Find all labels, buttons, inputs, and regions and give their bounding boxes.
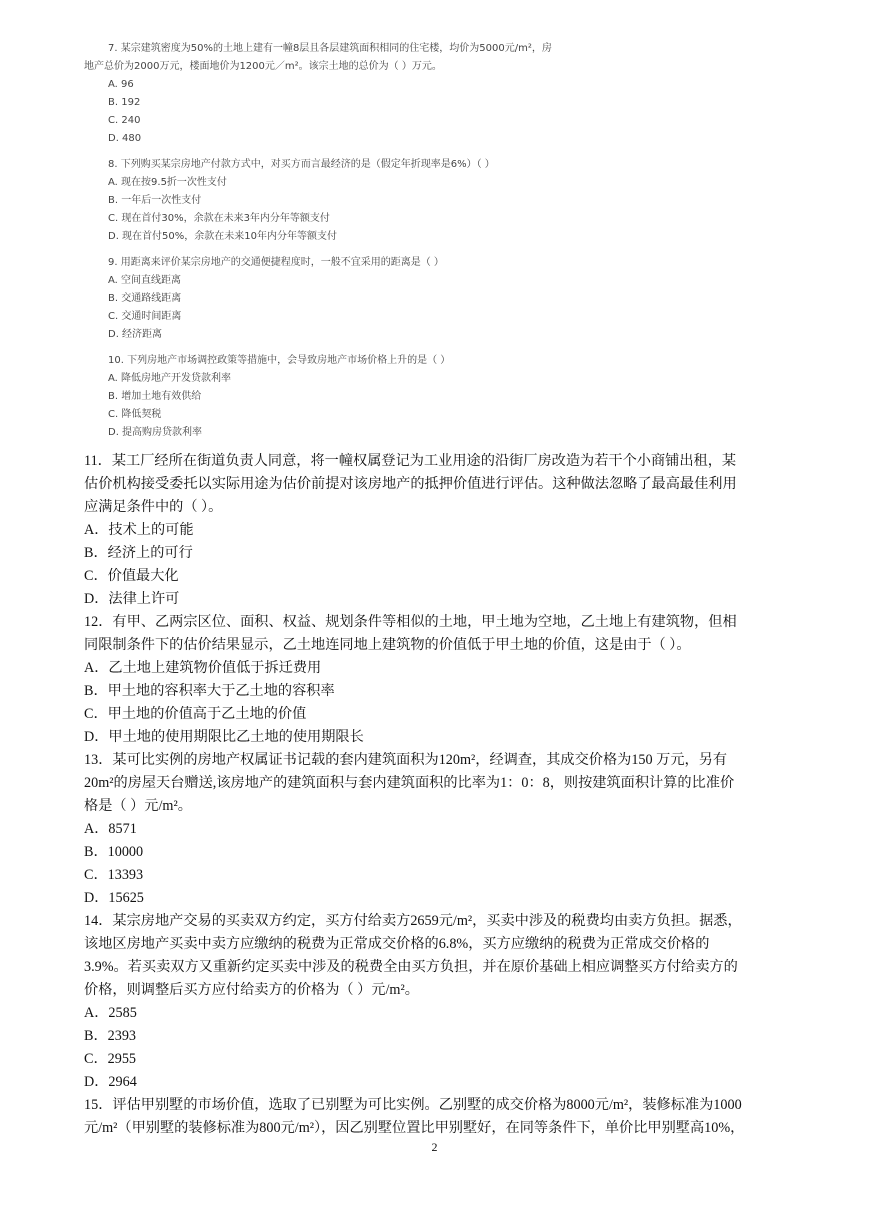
question-stem-line: 7. 某宗建筑密度为50%的土地上建有一幢8层且各层建筑面积相同的住宅楼，均价为5000元/m²，房 xyxy=(108,43,552,54)
option: A．2585 xyxy=(84,1005,137,1021)
scanned-question-block xyxy=(84,40,644,442)
question-stem-line: 15．评估甲别墅的市场价值，选取了已别墅为可比实例。乙别墅的成交价格为8000元/m²，装修标准为1000 xyxy=(84,1097,742,1113)
question-stem-line: 价格，则调整后买方应付给卖方的价格为（ ）元/m²。 xyxy=(84,982,419,998)
question-stem-line: 同限制条件下的估价结果显示，乙土地连同地上建筑物的价值低于甲土地的价值，这是由于（ ）。 xyxy=(84,637,691,653)
option: B. 增加土地有效供给 xyxy=(108,391,202,402)
option: C. 降低契税 xyxy=(108,409,162,420)
option: A．技术上的可能 xyxy=(84,522,194,538)
option: D．2964 xyxy=(84,1074,137,1090)
option: A．8571 xyxy=(84,821,137,837)
option: C．价值最大化 xyxy=(84,568,179,584)
option: D. 现在首付50%，余款在未来10年内分年等额支付 xyxy=(108,231,338,242)
question-stem-line: 10. 下列房地产市场调控政策等措施中，会导致房地产市场价格上升的是（ ） xyxy=(108,355,451,366)
option: B. 一年后一次性支付 xyxy=(108,195,202,206)
question-stem-line: 11．某工厂经所在街道负责人同意，将一幢权属登记为工业用途的沿街厂房改造为若干个小商铺出租，某 xyxy=(84,453,737,469)
option: D．法律上许可 xyxy=(84,591,180,607)
question-stem-line: 9. 用距离来评价某宗房地产的交通便捷程度时，一般不宜采用的距离是（ ） xyxy=(108,257,444,268)
option: A. 降低房地产开发贷款利率 xyxy=(108,373,232,384)
option: B．甲土地的容积率大于乙土地的容积率 xyxy=(84,683,335,699)
question-stem-line: 地产总价为2000万元，楼面地价为1200元／m²。该宗土地的总价为（ ）万元。 xyxy=(84,61,442,72)
question-stem-line: 20m²的房屋天台赠送,该房地产的建筑面积与套内建筑面积的比率为1：0：8，则按建筑面积计算的比准价 xyxy=(84,775,735,791)
option: D．甲土地的使用期限比乙土地的使用期限长 xyxy=(84,729,364,745)
option: B．10000 xyxy=(84,844,144,860)
option: C. 交通时间距离 xyxy=(108,311,182,322)
question-stem-line: 13．某可比实例的房地产权属证书记载的套内建筑面积为120m²，经调查，其成交价格为150 万元，另有 xyxy=(84,752,728,768)
option: C．甲土地的价值高于乙土地的价值 xyxy=(84,706,307,722)
question-stem-line: 8. 下列购买某宗房地产付款方式中，对买方而言最经济的是（假定年折现率是6%）（ ） xyxy=(108,159,495,170)
question-list xyxy=(84,450,788,1140)
page-number: 2 xyxy=(431,1140,438,1154)
question-stem-line: 3.9%。若买卖双方又重新约定买卖中涉及的税费全由买方负担，并在原价基础上相应调整买方付给卖方的 xyxy=(84,959,738,975)
question-stem-line: 该地区房地产买卖中卖方应缴纳的税费为正常成交价格的6.8%，买方应缴纳的税费为正常成交价格的 xyxy=(84,936,710,952)
question-stem-line: 应满足条件中的（ ）。 xyxy=(84,499,223,515)
option: D. 提高购房贷款利率 xyxy=(108,427,203,438)
option: C. 现在首付30%，余款在未来3年内分年等额支付 xyxy=(108,213,330,224)
option: B．经济上的可行 xyxy=(84,545,193,561)
option: A．乙土地上建筑物价值低于拆迁费用 xyxy=(84,660,322,676)
option: B. 192 xyxy=(108,97,141,108)
option: B. 交通路线距离 xyxy=(108,293,182,304)
question-stem-line: 14．某宗房地产交易的买卖双方约定，买方付给卖方2659元/m²，买卖中涉及的税费均由卖方负担。据悉， xyxy=(84,913,742,929)
option: B．2393 xyxy=(84,1028,137,1044)
question-stem-line: 12．有甲、乙两宗区位、面积、权益、规划条件等相似的土地，甲土地为空地，乙土地上有建筑物，但相 xyxy=(84,614,737,630)
question-stem-line: 格是（ ）元/m²。 xyxy=(84,798,192,814)
option: D. 480 xyxy=(108,133,142,144)
option: A. 现在按9.5折一次性支付 xyxy=(108,177,227,188)
option: D. 经济距离 xyxy=(108,329,163,340)
question-stem-line: 元/m²（甲别墅的装修标准为800元/m²），因乙别墅位置比甲别墅好，在同等条件下，单价比甲别墅高10%， xyxy=(84,1120,745,1136)
option: A. 96 xyxy=(108,79,134,90)
option: C. 240 xyxy=(108,115,141,126)
option: C．2955 xyxy=(84,1051,137,1067)
option: C．13393 xyxy=(84,867,144,883)
question-stem-line: 估价机构接受委托以实际用途为估价前提对该房地产的抵押价值进行评估。这种做法忽略了最高最佳利用 xyxy=(84,476,737,492)
option: D．15625 xyxy=(84,890,144,906)
option: A. 空间直线距离 xyxy=(108,275,182,286)
